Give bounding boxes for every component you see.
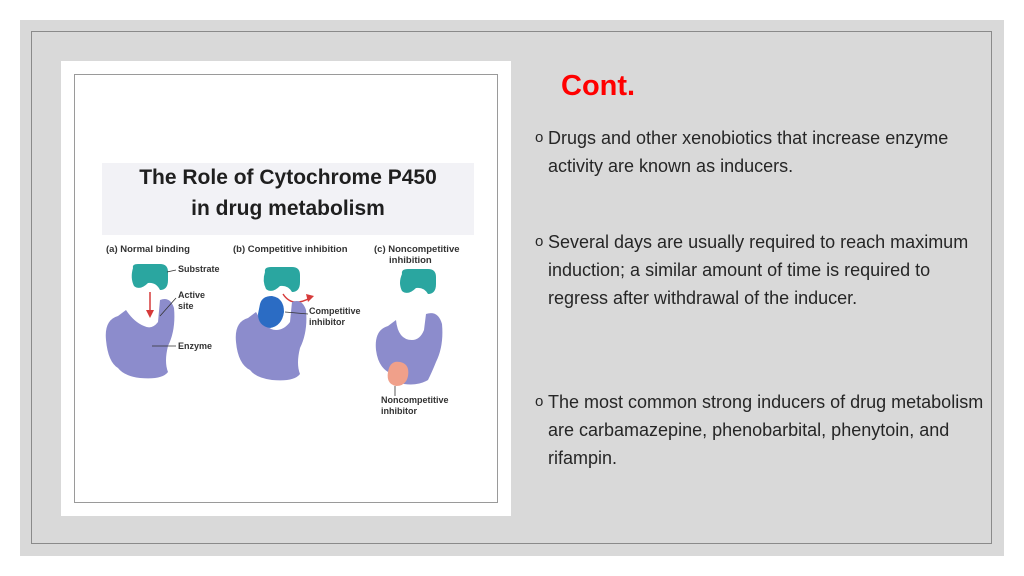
bullet-item [535, 388, 985, 472]
figure-title-line2: in drug metabolism [191, 197, 385, 220]
panel-label-noncompetitive-line1: (c) Noncompetitive [374, 244, 460, 255]
noncompetitive-inhibitor-label-line1: Noncompetitive [381, 395, 449, 405]
substrate-label: Substrate [178, 264, 220, 274]
substrate-shape-b [264, 267, 300, 292]
active-site-label-line2: site [178, 301, 194, 311]
bullet-marker: o [535, 129, 544, 146]
bullet-marker: o [535, 233, 544, 250]
deflect-arrow-b [283, 294, 310, 302]
competitive-inhibitor-label-line2: inhibitor [309, 317, 345, 327]
bullet-text: Drugs and other xenobiotics that increase enzyme activity are known as inducers. [548, 128, 949, 176]
competitive-inhibitor-label-line1: Competitive [309, 306, 361, 316]
substrate-shape-a [132, 264, 168, 290]
noncompetitive-inhibitor-label-line2: inhibitor [381, 406, 417, 416]
bullet-item [535, 228, 985, 312]
arrowhead-a [146, 310, 154, 318]
bullet-item [535, 124, 985, 180]
panel-label-normal-binding: (a) Normal binding [106, 244, 190, 255]
competitive-inhibitor-shape [258, 296, 284, 328]
enzyme-shape-c [376, 313, 443, 384]
bullet-text: The most common strong inducers of drug metabolism are carbamazepine, phenobarbital, phenytoin, and rifampin. [548, 392, 984, 468]
bullet-text: Several days are usually required to reach maximum induction; a similar amount of time is required to regress after withdrawal of the inducer. [548, 232, 969, 308]
panel-label-competitive-inhibition: (b) Competitive inhibition [233, 244, 348, 255]
panel-label-noncompetitive-line2: inhibition [389, 255, 432, 266]
figure-title-line1: The Role of Cytochrome P450 [139, 166, 437, 189]
active-site-label-line1: Active [178, 290, 206, 300]
enzyme-label: Enzyme [178, 341, 213, 351]
substrate-shape-c [400, 269, 436, 294]
bullet-marker: o [535, 393, 544, 410]
slide-title: Cont. [561, 70, 636, 102]
